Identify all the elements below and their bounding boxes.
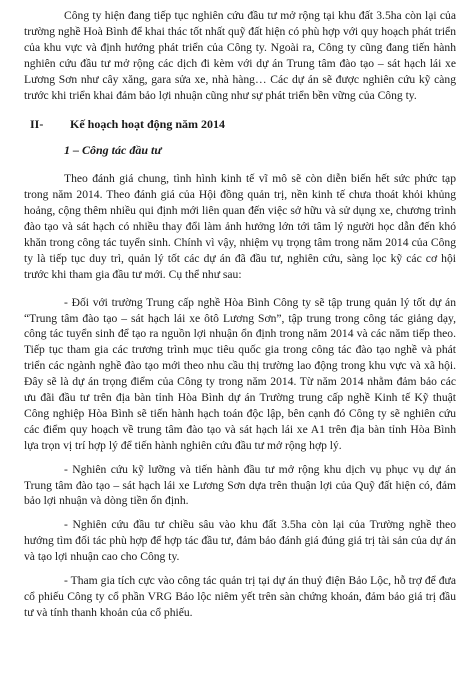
paragraph-investment-expansion: Công ty hiện đang tiếp tục nghiên cứu đầu tư mở rộng tại khu đất 3.5ha còn lại của trường nghề Hoà Bình để khai thác tốt nhất quỹ đất hiện có phù hợp với quy hoạch phát triển của khu vực và định hướng phát triển của Công ty. Ngoài ra, Công ty cũng đang tiến hành nghiên cứu đầu tư mở rộng các dịch đi kèm với dự án Trung tâm đào tạo – sát hạch lái xe Lương Sơn như cây xăng, gara sửa xe, nhà hàng… Các dự án sẽ được nghiên cứu kỹ càng trước khi triển khai đảm bảo lợi nhuận cũng như sự phát triển bền vững của Công ty. xyxy=(24,9,456,102)
paragraph-land-investment: - Nghiên cứu đầu tư chiều sâu vào khu đất 3.5ha còn lại của Trường nghề theo hướng tìm đối tác phù hợp để hợp tác đầu tư, đảm bảo đánh giá đúng giá trị tài sản của dự án và tạo lợi nhuận cao cho Công ty. xyxy=(24,518,456,564)
section-heading xyxy=(30,117,456,133)
paragraph-hoa-binh-school: - Đối với trường Trung cấp nghề Hòa Bình Công ty sẽ tập trung quản lý tốt dự án “Trung tâm đào tạo – sát hạch lái xe ôtô Lương Sơn”, tập trung trong công tác giảng dạy, công tác tuyển sinh để tạo ra nguồn lợi nhuận ổn định trong năm 2014 và các năm tiếp theo. Tiếp tục tham gia các trương trình mục tiêu quốc gia trong công tác đào tạo nghề và phát triển các ngành nghề đào tạo mới theo nhu cầu thị trường lao động trong khu vực và xã hội. Đây sẽ là dự án trọng điểm của Công ty trong năm 2014. Từ năm 2014 nhằm đảm bảo các ưu đãi đầu tư trên địa bàn tỉnh Hòa Bình dự án Trường trung cấp nghề Kinh tế Kỹ thuật Công nghiệp Hòa Bình sẽ tiến hành hạch toán độc lập, bên cạnh đó Công ty sẽ nghiên cứu các điểm quy hoạch về trung tâm đào tạo và sát hạch lái xe A1 trên địa bàn tỉnh Hòa Bình lựa trọn vị trí hợp lý để tiến hành nghiên cứu đầu tư mở rộng hợp lý. xyxy=(24,295,456,452)
section-number: II- xyxy=(30,117,44,132)
section-title: Kế hoạch hoạt động năm 2014 xyxy=(70,117,226,132)
paragraph-service-area: - Nghiên cứu kỹ lưỡng và tiến hành đầu tư mở rộng khu dịch vụ phục vụ dự án Trung tâm đào tạo – sát hạch lái xe Lương Sơn dựa trên thuận lợi của Quỹ đất hiện có, đảm bảo lợi nhuận và dòng tiền ổn định. xyxy=(24,462,456,508)
subsection-heading: 1 – Công tác đầu tư xyxy=(64,143,162,158)
paragraph-bao-loc-hydropower: - Tham gia tích cực vào công tác quản trị tại dự án thuỷ điện Bảo Lộc, hỗ trợ để đưa cổ phiếu Công ty cổ phần VRG Bảo lộc niêm yết trên sàn chứng khoán, đảm bảo giá trị đầu tư và tính thanh khoản của cổ phiếu. xyxy=(24,574,456,619)
paragraph-overview: Theo đánh giá chung, tình hình kinh tế vĩ mô sẽ còn diễn biến hết sức phức tạp trong năm 2014. Theo đánh giá của Hội đồng quản trị, nền kinh tế chưa thoát khỏi khủng hoảng, cộng thêm nhiều qui định mới liên quan đến việc sở hữu và sử dụng xe, chương trình đào tạo và sát hạch có nhiều thay đổi làm ảnh hưởng lớn tới tâm lý người học dẫn đến khó khăn trong công tác tuyển sinh. Chính vì vậy, nhiệm vụ trọng tâm trong năm 2014 của Công ty là tiếp tục duy trì, quản lý tốt các dự án đã đầu tư, nghiên cứu, sàng lọc kỹ các cơ hội trước khi tham gia đầu tư mới. Cụ thể như sau: xyxy=(24,172,456,281)
